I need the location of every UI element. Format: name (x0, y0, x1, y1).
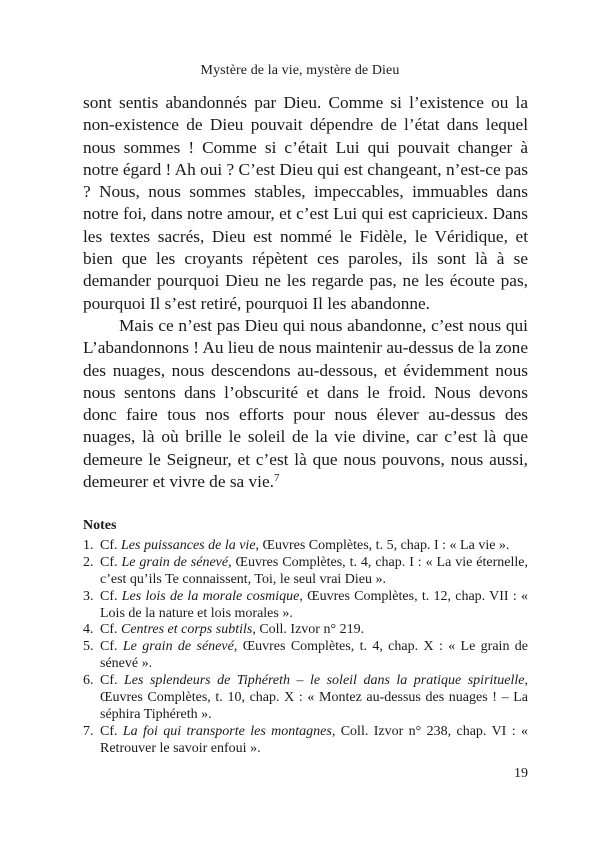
note-prefix: Cf. (100, 723, 123, 739)
running-head: Mystère de la vie, mystère de Dieu (200, 63, 400, 78)
note-text (100, 555, 528, 589)
note-title: Le grain de sénevé (122, 639, 234, 655)
note-text (100, 673, 528, 724)
note-title: Les splendeurs de Tiphéreth – le soleil dans la pratique spirituelle (124, 673, 525, 689)
note-prefix: Cf. (100, 537, 121, 553)
note-title: Les lois de la morale cosmique (121, 588, 300, 604)
note-prefix: Cf. (100, 554, 122, 570)
note-number: 4. (83, 622, 94, 638)
note-title: La foi qui transporte les montagnes (122, 723, 332, 739)
paragraph-2 (83, 315, 528, 493)
note-item (83, 538, 528, 555)
notes-section (83, 518, 528, 758)
paragraph-1: sont sentis abandonnés par Dieu. Comme si l’existence ou la non-existence de Dieu pouvait dépendre de l’état dans lequel nous sommes ! Comme si c’était Lui qui pouvait changer à notre égard ! Ah oui ? C’est Dieu qui est changeant, n’est-ce pas ? Nous, nous sommes stables, impeccables, immuables dans notre foi, dans notre amour, et c’est Lui qui est capricieux. Dans les textes sacrés, Dieu est nommé le Fidèle, le Véridique, et bien que les croyants répètent ces paroles, ils sont là à se demander pourquoi Dieu ne les regarde pas, ne les écoute pas, pourquoi Il s’est retiré, pourquoi Il les abandonne. (83, 93, 528, 313)
note-reference: , Coll. Izvor n° 219. (252, 622, 365, 638)
footnote-marker: 7 (273, 472, 280, 485)
note-number: 6. (83, 673, 94, 689)
note-item (83, 555, 528, 589)
note-number: 3. (83, 588, 94, 604)
note-text (100, 622, 528, 639)
note-number: 2. (83, 554, 94, 570)
note-prefix: Cf. (100, 622, 121, 638)
note-title: Les puissances de la vie (121, 537, 256, 553)
note-reference: , Œuvres Complètes, t. 10, chap. X : « Montez au-dessus des nuages ! – La séphira Tiphéreth ». (100, 673, 529, 722)
note-prefix: Cf. (100, 588, 122, 604)
note-number: 5. (83, 639, 94, 655)
note-number: 1. (83, 537, 94, 553)
note-item (83, 724, 528, 758)
paragraph-2-text: Mais ce n’est pas Dieu qui nous abandonne, c’est nous qui L’abandonnons ! Au lieu de nous maintenir au-dessus de la zone des nuages, nous descendons au-dessous, et évidemment nous nous sentons dans l’obscurité et dans le froid. Nous devons donc faire tous nos efforts pour nous élever au-dessus des nuages, là où brille le soleil de la vie divine, car c’est là que demeure le Seigneur, et c’est là que nous pouvons, nous aussi, demeurer et vivre de sa vie. (83, 315, 528, 492)
note-number: 7. (83, 723, 94, 739)
notes-heading: Notes (83, 518, 117, 533)
note-prefix: Cf. (100, 673, 125, 689)
note-item (83, 673, 528, 724)
note-item (83, 639, 528, 673)
note-title: Centres et corps subtils (121, 622, 253, 638)
notes-list (83, 538, 528, 758)
note-reference: , Œuvres Complètes, t. 4, chap. X : « Le grain de sénevé ». (100, 639, 529, 672)
note-text (100, 589, 528, 623)
note-reference: , Coll. Izvor n° 238, chap. VI : « Retrouver le savoir enfoui ». (100, 723, 528, 756)
page-number: 19 (514, 766, 528, 781)
note-item (83, 589, 528, 623)
note-prefix: Cf. (100, 639, 123, 655)
note-reference: , Œuvres Complètes, t. 12, chap. VII : « Lois de la nature et lois morales ». (100, 588, 529, 621)
note-reference: , Œuvres Complètes, t. 5, chap. I : « La vie ». (255, 537, 510, 553)
note-reference: , Œuvres Complètes, t. 4, chap. I : « La vie éternelle, c’est qu’ils Te connaissent, Toi, le seul vrai Dieu ». (100, 554, 528, 587)
note-text (100, 538, 528, 555)
main-text (83, 92, 528, 493)
note-item (83, 622, 528, 639)
note-text (100, 724, 528, 758)
note-text (100, 639, 528, 673)
note-title: Le grain de sénevé (121, 554, 229, 570)
